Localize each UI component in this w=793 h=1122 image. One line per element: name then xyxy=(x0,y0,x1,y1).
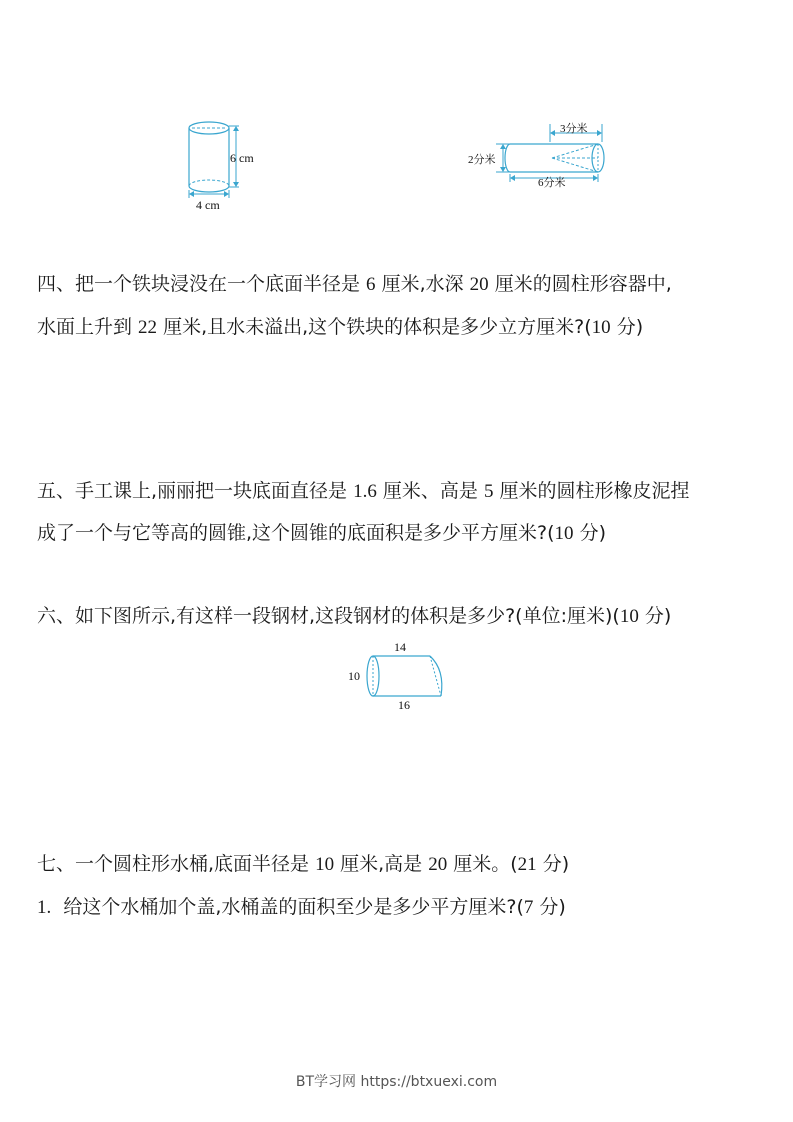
number: 5 xyxy=(483,481,494,502)
points: 10 xyxy=(619,606,639,627)
text: 厘米,水深 xyxy=(375,273,470,295)
question-4-line-2 xyxy=(37,315,643,340)
number: 1.6 xyxy=(353,481,377,502)
diameter-label: 10 xyxy=(348,669,360,683)
text: 分) xyxy=(533,896,566,918)
footer-watermark: BT学习网 https://btxuexi.com xyxy=(295,1074,498,1090)
question-4-line-1 xyxy=(37,272,672,297)
cylinder-length-label: 6分米 xyxy=(538,177,566,189)
points: 7 xyxy=(523,897,534,918)
text: 厘米的圆柱形橡皮泥捏 xyxy=(493,480,690,502)
text: 给这个水桶加个盖,水桶盖的面积至少是多少平方厘米?( xyxy=(51,896,524,918)
number: 6 xyxy=(366,274,376,295)
question-6-line-1 xyxy=(37,604,671,629)
text: 六、如下图所示,有这样一段钢材,这段钢材的体积是多少?(单位:厘米)( xyxy=(37,605,620,627)
number: 20 xyxy=(428,854,448,875)
points: 21 xyxy=(517,854,537,875)
text: 成了一个与它等高的圆锥,这个圆锥的底面积是多少平方厘米?( xyxy=(37,522,555,544)
number: 20 xyxy=(469,274,489,295)
text: 厘米、高是 xyxy=(376,480,484,502)
subquestion-number: 1. xyxy=(37,897,52,918)
text: 厘米,且水未溢出,这个铁块的体积是多少立方厘米?( xyxy=(157,316,592,338)
text: 厘米,高是 xyxy=(334,853,429,875)
cone-height-label: 3分米 xyxy=(560,123,588,135)
text: 四、把一个铁块浸没在一个底面半径是 xyxy=(37,273,367,295)
points: 10 xyxy=(591,317,611,338)
question-7-line-1 xyxy=(37,852,569,877)
text: 分) xyxy=(638,605,672,627)
question-7-subquestion-1 xyxy=(37,895,566,920)
question-5-line-2 xyxy=(37,521,606,546)
text: 水面上升到 xyxy=(37,316,139,338)
top-length-label: 14 xyxy=(394,640,406,654)
text: 五、手工课上,丽丽把一块底面直径是 xyxy=(37,480,354,502)
number: 10 xyxy=(315,854,335,875)
question-5-line-1 xyxy=(37,479,689,504)
figure-steel-bar xyxy=(345,640,455,715)
figure-cylinder-with-cone xyxy=(466,118,616,193)
bottom-length-label: 16 xyxy=(398,698,410,712)
cylinder-diagram-icon xyxy=(180,118,280,218)
cylinder-diameter-label: 2分米 xyxy=(468,154,496,166)
number: 22 xyxy=(138,317,158,338)
figure-cylinder xyxy=(180,118,280,218)
points: 10 xyxy=(554,523,574,544)
text: 分) xyxy=(573,522,606,544)
text: 七、一个圆柱形水桶,底面半径是 xyxy=(37,853,316,875)
text: 分) xyxy=(536,853,570,875)
text: 分) xyxy=(610,316,644,338)
text: 厘米。( xyxy=(447,853,518,875)
text: 厘米的圆柱形容器中, xyxy=(488,273,672,295)
cylinder-height-label: 6 cm xyxy=(230,151,254,165)
cylinder-diameter-label: 4 cm xyxy=(196,198,220,212)
